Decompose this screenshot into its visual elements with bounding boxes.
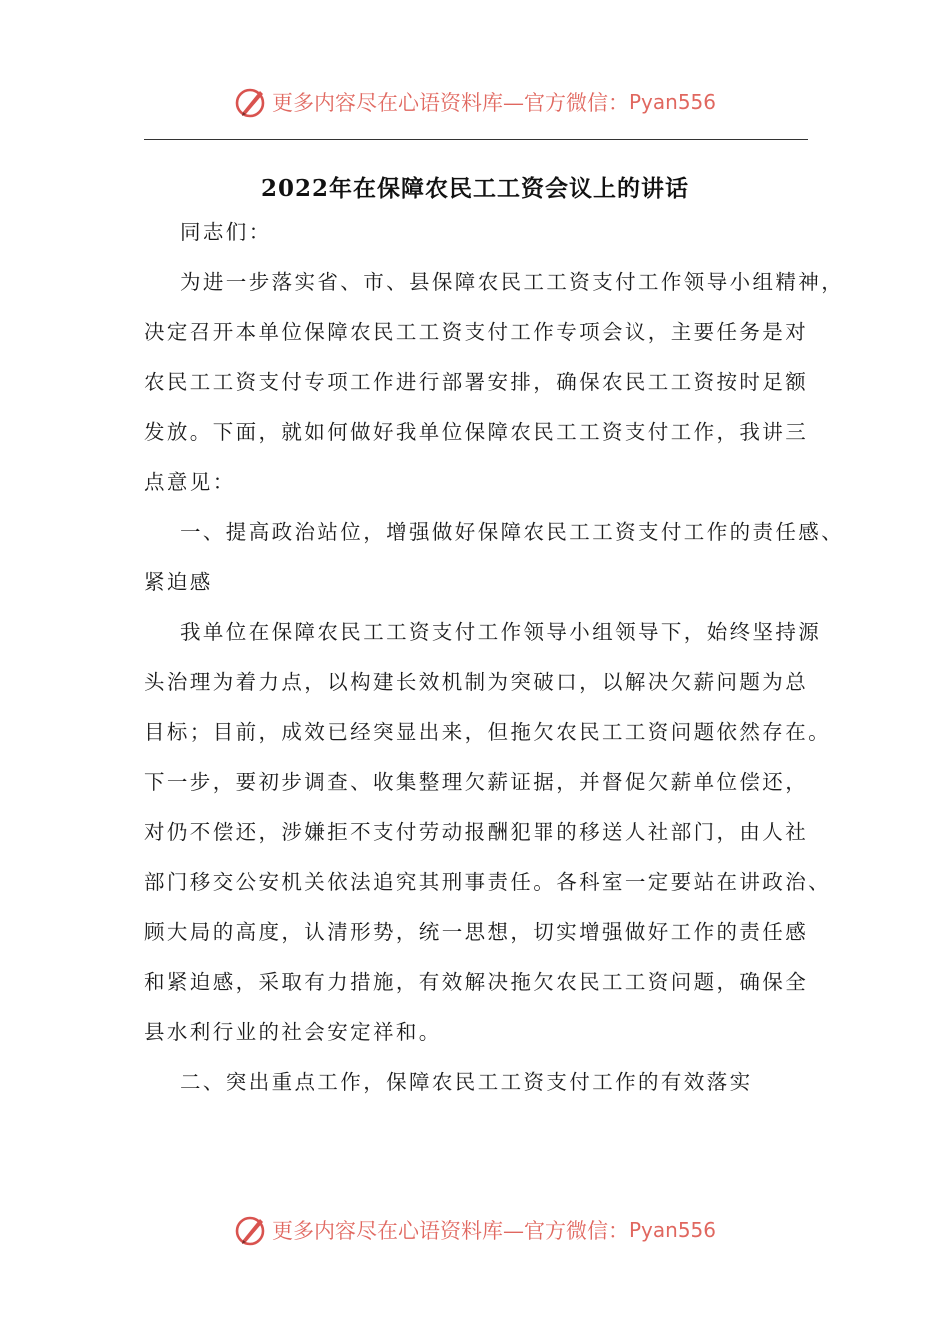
section-heading-2: [144, 1057, 824, 1107]
greeting: [144, 207, 824, 257]
text-line: 县水利行业的社会安定祥和。: [144, 1020, 442, 1044]
footer-watermark-text: 更多内容尽在心语资料库—官方微信：: [271, 1219, 629, 1243]
paragraph-1: [144, 257, 845, 507]
text-line: 对仍不偿还，涉嫌拒不支付劳动报酬犯罪的移送人社部门，由人社: [144, 820, 809, 844]
text-line: 一、提高政治站位，增强做好保障农民工工资支付工作的责任感、: [180, 520, 845, 544]
footer-watermark: [0, 1210, 950, 1250]
header-watermark: [0, 82, 950, 122]
text-line: 目标；目前，成效已经突显出来，但拖欠农民工工资问题依然存在。: [144, 720, 831, 744]
section-heading-1: [144, 507, 845, 607]
paragraph-2: [144, 607, 831, 1057]
header-watermark-handle: Pyan556: [628, 90, 716, 114]
text-line: 点意见：: [144, 470, 236, 494]
text-line: 为进一步落实省、市、县保障农民工工资支付工作领导小组精神，: [180, 270, 845, 294]
footer-watermark-handle: Pyan556: [628, 1218, 716, 1242]
document-body: [144, 207, 845, 1107]
text-line: 部门移交公安机关依法追究其刑事责任。各科室一定要站在讲政治、: [144, 870, 831, 894]
document-title: 2022年在保障农民工工资会议上的讲话: [260, 175, 689, 202]
text-line: 我单位在保障农民工工资支付工作领导小组领导下，始终坚持源: [180, 620, 822, 644]
text-line: 顾大局的高度，认清形势，统一思想，切实增强做好工作的责任感: [144, 920, 809, 944]
text-line: 二、突出重点工作，保障农民工工资支付工作的有效落实: [180, 1070, 753, 1094]
pen-circle-logo-icon: [234, 1213, 268, 1247]
text-line: 紧迫感: [144, 570, 213, 594]
text-line: 发放。下面，就如何做好我单位保障农民工工资支付工作，我讲三: [144, 420, 809, 444]
header-watermark-text: 更多内容尽在心语资料库—官方微信：: [271, 91, 629, 115]
text-line: 同志们：: [180, 220, 272, 244]
text-line: 头治理为着力点，以构建长效机制为突破口，以解决欠薪问题为总: [144, 670, 809, 694]
text-line: 决定召开本单位保障农民工工资支付工作专项会议，主要任务是对: [144, 320, 809, 344]
text-line: 农民工工资支付专项工作进行部署安排，确保农民工工资按时足额: [144, 370, 809, 394]
text-line: 下一步，要初步调查、收集整理欠薪证据，并督促欠薪单位偿还，: [144, 770, 809, 794]
text-line: 和紧迫感，采取有力措施，有效解决拖欠农民工工资问题，确保全: [144, 970, 809, 994]
pen-circle-logo-icon: [234, 85, 268, 119]
header-divider: [144, 139, 808, 140]
